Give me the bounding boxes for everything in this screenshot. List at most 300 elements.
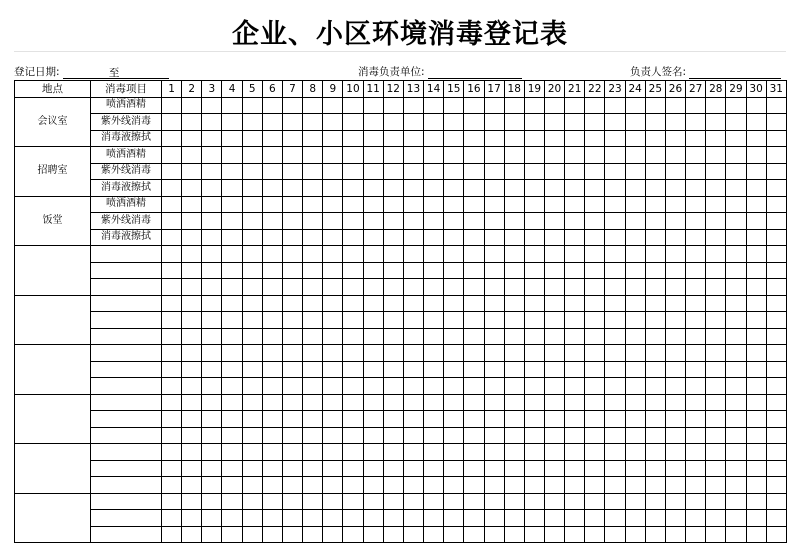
day-check-cell[interactable] xyxy=(182,312,202,329)
day-check-cell[interactable] xyxy=(242,213,262,230)
date-from-line[interactable] xyxy=(63,66,107,79)
day-check-cell[interactable] xyxy=(424,180,444,197)
day-check-cell[interactable] xyxy=(323,444,343,461)
day-check-cell[interactable] xyxy=(726,163,746,180)
day-check-cell[interactable] xyxy=(464,97,484,114)
day-check-cell[interactable] xyxy=(242,147,262,164)
day-check-cell[interactable] xyxy=(464,345,484,362)
disinfection-item-cell[interactable] xyxy=(91,477,162,494)
day-check-cell[interactable] xyxy=(424,262,444,279)
day-check-cell[interactable] xyxy=(242,246,262,263)
day-check-cell[interactable] xyxy=(706,213,726,230)
day-check-cell[interactable] xyxy=(766,394,786,411)
day-check-cell[interactable] xyxy=(746,510,766,527)
day-check-cell[interactable] xyxy=(242,411,262,428)
day-check-cell[interactable] xyxy=(242,510,262,527)
day-check-cell[interactable] xyxy=(484,114,504,131)
day-check-cell[interactable] xyxy=(524,378,544,395)
day-check-cell[interactable] xyxy=(746,114,766,131)
disinfection-item-cell[interactable] xyxy=(91,444,162,461)
day-check-cell[interactable] xyxy=(504,328,524,345)
day-check-cell[interactable] xyxy=(544,295,564,312)
day-check-cell[interactable] xyxy=(665,196,685,213)
day-check-cell[interactable] xyxy=(686,493,706,510)
day-check-cell[interactable] xyxy=(383,427,403,444)
day-check-cell[interactable] xyxy=(625,312,645,329)
day-check-cell[interactable] xyxy=(162,180,182,197)
day-check-cell[interactable] xyxy=(544,526,564,543)
disinfection-item-cell[interactable]: 紫外线消毒 xyxy=(91,114,162,131)
day-check-cell[interactable] xyxy=(686,180,706,197)
day-check-cell[interactable] xyxy=(544,97,564,114)
day-check-cell[interactable] xyxy=(182,526,202,543)
day-check-cell[interactable] xyxy=(726,279,746,296)
day-check-cell[interactable] xyxy=(222,328,242,345)
day-check-cell[interactable] xyxy=(484,460,504,477)
day-check-cell[interactable] xyxy=(726,460,746,477)
day-check-cell[interactable] xyxy=(323,477,343,494)
day-check-cell[interactable] xyxy=(162,114,182,131)
day-check-cell[interactable] xyxy=(383,229,403,246)
day-check-cell[interactable] xyxy=(605,510,625,527)
day-check-cell[interactable] xyxy=(363,328,383,345)
day-check-cell[interactable] xyxy=(686,246,706,263)
day-check-cell[interactable] xyxy=(403,279,423,296)
day-check-cell[interactable] xyxy=(686,196,706,213)
day-check-cell[interactable] xyxy=(343,196,363,213)
day-check-cell[interactable] xyxy=(665,246,685,263)
day-check-cell[interactable] xyxy=(524,361,544,378)
day-check-cell[interactable] xyxy=(282,262,302,279)
day-check-cell[interactable] xyxy=(444,97,464,114)
day-check-cell[interactable] xyxy=(544,328,564,345)
day-check-cell[interactable] xyxy=(645,246,665,263)
day-check-cell[interactable] xyxy=(565,130,585,147)
day-check-cell[interactable] xyxy=(363,526,383,543)
day-check-cell[interactable] xyxy=(383,312,403,329)
day-check-cell[interactable] xyxy=(726,394,746,411)
day-check-cell[interactable] xyxy=(524,444,544,461)
day-check-cell[interactable] xyxy=(242,262,262,279)
day-check-cell[interactable] xyxy=(544,213,564,230)
day-check-cell[interactable] xyxy=(746,493,766,510)
day-check-cell[interactable] xyxy=(222,246,242,263)
day-check-cell[interactable] xyxy=(444,493,464,510)
day-check-cell[interactable] xyxy=(262,477,282,494)
day-check-cell[interactable] xyxy=(424,147,444,164)
day-check-cell[interactable] xyxy=(162,163,182,180)
day-check-cell[interactable] xyxy=(766,114,786,131)
day-check-cell[interactable] xyxy=(444,163,464,180)
day-check-cell[interactable] xyxy=(403,328,423,345)
day-check-cell[interactable] xyxy=(262,510,282,527)
day-check-cell[interactable] xyxy=(162,378,182,395)
day-check-cell[interactable] xyxy=(282,97,302,114)
day-check-cell[interactable] xyxy=(585,97,605,114)
day-check-cell[interactable] xyxy=(262,213,282,230)
day-check-cell[interactable] xyxy=(645,477,665,494)
disinfection-item-cell[interactable] xyxy=(91,262,162,279)
day-check-cell[interactable] xyxy=(343,460,363,477)
day-check-cell[interactable] xyxy=(565,163,585,180)
day-check-cell[interactable] xyxy=(544,460,564,477)
day-check-cell[interactable] xyxy=(343,229,363,246)
day-check-cell[interactable] xyxy=(504,493,524,510)
day-check-cell[interactable] xyxy=(323,427,343,444)
day-check-cell[interactable] xyxy=(524,229,544,246)
day-check-cell[interactable] xyxy=(303,163,323,180)
day-check-cell[interactable] xyxy=(726,345,746,362)
day-check-cell[interactable] xyxy=(524,279,544,296)
day-check-cell[interactable] xyxy=(686,510,706,527)
day-check-cell[interactable] xyxy=(706,411,726,428)
day-check-cell[interactable] xyxy=(403,213,423,230)
day-check-cell[interactable] xyxy=(524,510,544,527)
day-check-cell[interactable] xyxy=(444,328,464,345)
day-check-cell[interactable] xyxy=(262,526,282,543)
day-check-cell[interactable] xyxy=(262,493,282,510)
day-check-cell[interactable] xyxy=(464,394,484,411)
day-check-cell[interactable] xyxy=(544,345,564,362)
day-check-cell[interactable] xyxy=(242,114,262,131)
day-check-cell[interactable] xyxy=(585,147,605,164)
day-check-cell[interactable] xyxy=(544,444,564,461)
day-check-cell[interactable] xyxy=(585,229,605,246)
day-check-cell[interactable] xyxy=(424,394,444,411)
day-check-cell[interactable] xyxy=(222,493,242,510)
day-check-cell[interactable] xyxy=(464,295,484,312)
day-check-cell[interactable] xyxy=(625,246,645,263)
day-check-cell[interactable] xyxy=(605,130,625,147)
day-check-cell[interactable] xyxy=(444,510,464,527)
day-check-cell[interactable] xyxy=(424,196,444,213)
day-check-cell[interactable] xyxy=(323,345,343,362)
day-check-cell[interactable] xyxy=(686,229,706,246)
day-check-cell[interactable] xyxy=(162,361,182,378)
day-check-cell[interactable] xyxy=(565,279,585,296)
day-check-cell[interactable] xyxy=(182,510,202,527)
day-check-cell[interactable] xyxy=(222,411,242,428)
day-check-cell[interactable] xyxy=(444,114,464,131)
day-check-cell[interactable] xyxy=(363,97,383,114)
day-check-cell[interactable] xyxy=(162,229,182,246)
day-check-cell[interactable] xyxy=(585,312,605,329)
location-cell[interactable] xyxy=(15,246,91,296)
day-check-cell[interactable] xyxy=(504,460,524,477)
sign-input-line[interactable] xyxy=(689,66,781,79)
day-check-cell[interactable] xyxy=(645,378,665,395)
day-check-cell[interactable] xyxy=(424,295,444,312)
day-check-cell[interactable] xyxy=(303,444,323,461)
day-check-cell[interactable] xyxy=(565,312,585,329)
day-check-cell[interactable] xyxy=(766,510,786,527)
day-check-cell[interactable] xyxy=(242,345,262,362)
day-check-cell[interactable] xyxy=(605,213,625,230)
day-check-cell[interactable] xyxy=(565,378,585,395)
day-check-cell[interactable] xyxy=(524,147,544,164)
day-check-cell[interactable] xyxy=(363,180,383,197)
day-check-cell[interactable] xyxy=(665,97,685,114)
day-check-cell[interactable] xyxy=(242,378,262,395)
day-check-cell[interactable] xyxy=(484,411,504,428)
day-check-cell[interactable] xyxy=(544,510,564,527)
day-check-cell[interactable] xyxy=(162,411,182,428)
day-check-cell[interactable] xyxy=(605,180,625,197)
day-check-cell[interactable] xyxy=(544,147,564,164)
day-check-cell[interactable] xyxy=(645,345,665,362)
day-check-cell[interactable] xyxy=(403,444,423,461)
day-check-cell[interactable] xyxy=(746,279,766,296)
day-check-cell[interactable] xyxy=(726,378,746,395)
day-check-cell[interactable] xyxy=(403,229,423,246)
day-check-cell[interactable] xyxy=(524,196,544,213)
day-check-cell[interactable] xyxy=(162,295,182,312)
day-check-cell[interactable] xyxy=(383,180,403,197)
day-check-cell[interactable] xyxy=(242,427,262,444)
day-check-cell[interactable] xyxy=(665,114,685,131)
day-check-cell[interactable] xyxy=(524,130,544,147)
day-check-cell[interactable] xyxy=(524,493,544,510)
day-check-cell[interactable] xyxy=(403,147,423,164)
day-check-cell[interactable] xyxy=(444,345,464,362)
day-check-cell[interactable] xyxy=(544,312,564,329)
day-check-cell[interactable] xyxy=(182,130,202,147)
day-check-cell[interactable] xyxy=(746,460,766,477)
day-check-cell[interactable] xyxy=(585,460,605,477)
day-check-cell[interactable] xyxy=(464,279,484,296)
day-check-cell[interactable] xyxy=(585,114,605,131)
day-check-cell[interactable] xyxy=(363,229,383,246)
day-check-cell[interactable] xyxy=(504,213,524,230)
day-check-cell[interactable] xyxy=(383,444,403,461)
day-check-cell[interactable] xyxy=(706,196,726,213)
day-check-cell[interactable] xyxy=(262,180,282,197)
day-check-cell[interactable] xyxy=(565,510,585,527)
day-check-cell[interactable] xyxy=(504,262,524,279)
day-check-cell[interactable] xyxy=(625,97,645,114)
day-check-cell[interactable] xyxy=(383,378,403,395)
day-check-cell[interactable] xyxy=(706,312,726,329)
day-check-cell[interactable] xyxy=(524,213,544,230)
day-check-cell[interactable] xyxy=(182,361,202,378)
day-check-cell[interactable] xyxy=(383,411,403,428)
day-check-cell[interactable] xyxy=(625,411,645,428)
day-check-cell[interactable] xyxy=(182,97,202,114)
day-check-cell[interactable] xyxy=(222,97,242,114)
day-check-cell[interactable] xyxy=(746,229,766,246)
day-check-cell[interactable] xyxy=(464,378,484,395)
day-check-cell[interactable] xyxy=(645,361,665,378)
day-check-cell[interactable] xyxy=(585,361,605,378)
day-check-cell[interactable] xyxy=(484,427,504,444)
day-check-cell[interactable] xyxy=(202,477,222,494)
day-check-cell[interactable] xyxy=(242,295,262,312)
day-check-cell[interactable] xyxy=(504,510,524,527)
day-check-cell[interactable] xyxy=(162,97,182,114)
day-check-cell[interactable] xyxy=(383,147,403,164)
day-check-cell[interactable] xyxy=(444,196,464,213)
day-check-cell[interactable] xyxy=(182,427,202,444)
day-check-cell[interactable] xyxy=(282,460,302,477)
day-check-cell[interactable] xyxy=(665,444,685,461)
day-check-cell[interactable] xyxy=(706,180,726,197)
day-check-cell[interactable] xyxy=(544,114,564,131)
location-cell[interactable]: 招聘室 xyxy=(15,147,91,197)
day-check-cell[interactable] xyxy=(766,213,786,230)
day-check-cell[interactable] xyxy=(323,493,343,510)
day-check-cell[interactable] xyxy=(726,427,746,444)
day-check-cell[interactable] xyxy=(726,295,746,312)
disinfection-item-cell[interactable] xyxy=(91,345,162,362)
day-check-cell[interactable] xyxy=(343,279,363,296)
day-check-cell[interactable] xyxy=(424,510,444,527)
day-check-cell[interactable] xyxy=(544,196,564,213)
day-check-cell[interactable] xyxy=(665,295,685,312)
day-check-cell[interactable] xyxy=(565,97,585,114)
day-check-cell[interactable] xyxy=(645,460,665,477)
day-check-cell[interactable] xyxy=(202,213,222,230)
day-check-cell[interactable] xyxy=(444,444,464,461)
day-check-cell[interactable] xyxy=(383,361,403,378)
day-check-cell[interactable] xyxy=(726,147,746,164)
day-check-cell[interactable] xyxy=(706,526,726,543)
day-check-cell[interactable] xyxy=(766,130,786,147)
day-check-cell[interactable] xyxy=(222,279,242,296)
day-check-cell[interactable] xyxy=(162,147,182,164)
day-check-cell[interactable] xyxy=(504,394,524,411)
day-check-cell[interactable] xyxy=(484,361,504,378)
day-check-cell[interactable] xyxy=(484,163,504,180)
day-check-cell[interactable] xyxy=(464,196,484,213)
day-check-cell[interactable] xyxy=(605,378,625,395)
day-check-cell[interactable] xyxy=(484,130,504,147)
day-check-cell[interactable] xyxy=(686,130,706,147)
day-check-cell[interactable] xyxy=(565,444,585,461)
day-check-cell[interactable] xyxy=(343,411,363,428)
day-check-cell[interactable] xyxy=(343,295,363,312)
day-check-cell[interactable] xyxy=(565,460,585,477)
day-check-cell[interactable] xyxy=(585,279,605,296)
day-check-cell[interactable] xyxy=(323,526,343,543)
disinfection-item-cell[interactable]: 喷洒酒精 xyxy=(91,97,162,114)
day-check-cell[interactable] xyxy=(424,460,444,477)
day-check-cell[interactable] xyxy=(625,114,645,131)
day-check-cell[interactable] xyxy=(363,493,383,510)
day-check-cell[interactable] xyxy=(282,213,302,230)
day-check-cell[interactable] xyxy=(323,163,343,180)
day-check-cell[interactable] xyxy=(726,229,746,246)
day-check-cell[interactable] xyxy=(403,394,423,411)
day-check-cell[interactable] xyxy=(726,493,746,510)
day-check-cell[interactable] xyxy=(645,328,665,345)
day-check-cell[interactable] xyxy=(202,460,222,477)
day-check-cell[interactable] xyxy=(303,279,323,296)
day-check-cell[interactable] xyxy=(504,163,524,180)
day-check-cell[interactable] xyxy=(484,394,504,411)
day-check-cell[interactable] xyxy=(424,411,444,428)
day-check-cell[interactable] xyxy=(585,295,605,312)
day-check-cell[interactable] xyxy=(323,229,343,246)
day-check-cell[interactable] xyxy=(323,295,343,312)
day-check-cell[interactable] xyxy=(424,444,444,461)
day-check-cell[interactable] xyxy=(444,130,464,147)
day-check-cell[interactable] xyxy=(363,460,383,477)
day-check-cell[interactable] xyxy=(665,477,685,494)
day-check-cell[interactable] xyxy=(282,444,302,461)
day-check-cell[interactable] xyxy=(766,361,786,378)
day-check-cell[interactable] xyxy=(464,213,484,230)
day-check-cell[interactable] xyxy=(706,279,726,296)
day-check-cell[interactable] xyxy=(303,328,323,345)
location-cell[interactable] xyxy=(15,444,91,494)
day-check-cell[interactable] xyxy=(242,163,262,180)
day-check-cell[interactable] xyxy=(303,312,323,329)
day-check-cell[interactable] xyxy=(686,114,706,131)
disinfection-item-cell[interactable] xyxy=(91,460,162,477)
day-check-cell[interactable] xyxy=(686,295,706,312)
day-check-cell[interactable] xyxy=(605,97,625,114)
day-check-cell[interactable] xyxy=(222,114,242,131)
day-check-cell[interactable] xyxy=(424,526,444,543)
day-check-cell[interactable] xyxy=(403,130,423,147)
day-check-cell[interactable] xyxy=(605,295,625,312)
disinfection-item-cell[interactable] xyxy=(91,312,162,329)
day-check-cell[interactable] xyxy=(323,213,343,230)
day-check-cell[interactable] xyxy=(746,213,766,230)
day-check-cell[interactable] xyxy=(625,147,645,164)
day-check-cell[interactable] xyxy=(282,361,302,378)
day-check-cell[interactable] xyxy=(303,213,323,230)
day-check-cell[interactable] xyxy=(262,130,282,147)
day-check-cell[interactable] xyxy=(282,246,302,263)
day-check-cell[interactable] xyxy=(282,477,302,494)
day-check-cell[interactable] xyxy=(403,510,423,527)
day-check-cell[interactable] xyxy=(625,229,645,246)
day-check-cell[interactable] xyxy=(444,427,464,444)
disinfection-item-cell[interactable]: 消毒液擦拭 xyxy=(91,229,162,246)
day-check-cell[interactable] xyxy=(464,460,484,477)
day-check-cell[interactable] xyxy=(403,361,423,378)
day-check-cell[interactable] xyxy=(625,328,645,345)
day-check-cell[interactable] xyxy=(303,196,323,213)
day-check-cell[interactable] xyxy=(323,510,343,527)
day-check-cell[interactable] xyxy=(484,345,504,362)
disinfection-item-cell[interactable] xyxy=(91,378,162,395)
day-check-cell[interactable] xyxy=(665,312,685,329)
day-check-cell[interactable] xyxy=(645,114,665,131)
day-check-cell[interactable] xyxy=(424,361,444,378)
day-check-cell[interactable] xyxy=(444,477,464,494)
day-check-cell[interactable] xyxy=(544,130,564,147)
day-check-cell[interactable] xyxy=(182,196,202,213)
day-check-cell[interactable] xyxy=(202,196,222,213)
day-check-cell[interactable] xyxy=(766,163,786,180)
day-check-cell[interactable] xyxy=(544,394,564,411)
day-check-cell[interactable] xyxy=(464,262,484,279)
day-check-cell[interactable] xyxy=(565,262,585,279)
day-check-cell[interactable] xyxy=(303,246,323,263)
day-check-cell[interactable] xyxy=(464,163,484,180)
location-cell[interactable] xyxy=(15,295,91,345)
day-check-cell[interactable] xyxy=(303,378,323,395)
day-check-cell[interactable] xyxy=(182,163,202,180)
day-check-cell[interactable] xyxy=(544,279,564,296)
day-check-cell[interactable] xyxy=(363,477,383,494)
day-check-cell[interactable] xyxy=(202,163,222,180)
day-check-cell[interactable] xyxy=(766,378,786,395)
day-check-cell[interactable] xyxy=(766,97,786,114)
day-check-cell[interactable] xyxy=(182,246,202,263)
